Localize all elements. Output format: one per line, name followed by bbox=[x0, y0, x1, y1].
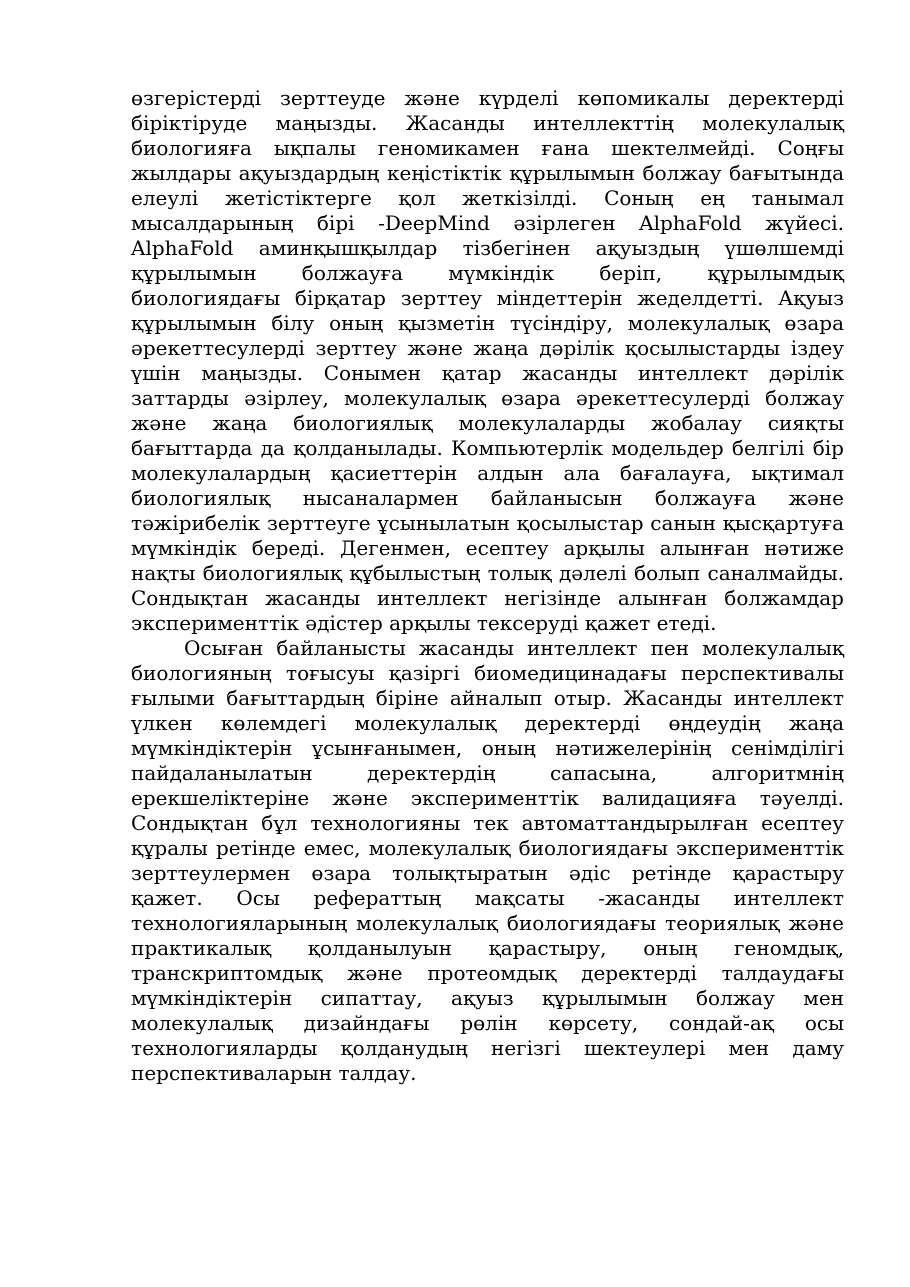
paragraph-2: Осыған байланысты жасанды интеллект пен молекулалық биологияның тоғысуы қазіргі биомедицинадағы перспективалы ғылыми бағыттардың біріне айналып отыр. Жасанды интеллект үлкен көлемдегі молекулалық деректерді өңдеудің жаңа мүмкіндіктерін ұсынғанымен, оның нәтижелерінің сенімділігі пайдаланылатын деректердің сапасына, алгоритмнің ерекшеліктеріне және эксперименттік валидацияға тәуелді. Сондықтан бұл технологияны тек автоматтандырылған есептеу құралы ретінде емес, молекулалық биологиядағы эксперименттік зерттеулермен өзара толықтыратын әдіс ретінде қарастыру қажет. Осы рефераттың мақсаты -жасанды интеллект технологияларының молекулалық биологиядағы теориялық және практикалық қолданылуын қарастыру, оның геномдық, транскриптомдық және протеомдық деректерді талдаудағы мүмкіндіктерін сипаттау, ақуыз құрылымын болжау мен молекулалық дизайндағы рөлін көрсету, сондай-ақ осы технологияларды қолданудың негізгі шектеулері мен даму перспективаларын талдау. bbox=[131, 636, 844, 1085]
paragraph-1: өзгерістерді зерттеуде және күрделі көпомикалы деректерді біріктіруде маңызды. Жасанды интеллекттің молекулалық биологияға ықпалы геномикамен ғана шектелмейді. Соңғы жылдары ақуыздардың кеңістіктік құрылымын болжау бағытында елеулі жетістіктерге қол жеткізілді. Соның ең танымал мысалдарының бірі -DeepMind әзірлеген AlphaFold жүйесі. AlphaFold аминқышқылдар тізбегінен ақуыздың үшөлшемді құрылымын болжауға мүмкіндік беріп, құрылымдық биологиядағы бірқатар зерттеу міндеттерін жеделдетті. Ақуыз құрылымын білу оның қызметін түсіндіру, молекулалық өзара әрекеттесулерді зерттеу және жаңа дәрілік қосылыстарды іздеу үшін маңызды. Сонымен қатар жасанды интеллект дәрілік заттарды әзірлеу, молекулалық өзара әрекеттесулерді болжау және жаңа биологиялық молекулаларды жобалау сияқты бағыттарда да қолданылады. Компьютерлік модельдер белгілі бір молекулалардың қасиеттерін алдын ала бағалауға, ықтимал биологиялық нысаналармен байланысын болжауға және тәжірибелік зерттеуге ұсынылатын қосылыстар санын қысқартуға мүмкіндік береді. Дегенмен, есептеу арқылы алынған нәтиже нақты биологиялық құбылыстың толық дәлелі болып саналмайды. Сондықтан жасанды интеллект негізінде алынған болжамдар эксперименттік әдістер арқылы тексеруді қажет етеді. bbox=[131, 86, 844, 635]
body-text bbox=[131, 86, 844, 1086]
